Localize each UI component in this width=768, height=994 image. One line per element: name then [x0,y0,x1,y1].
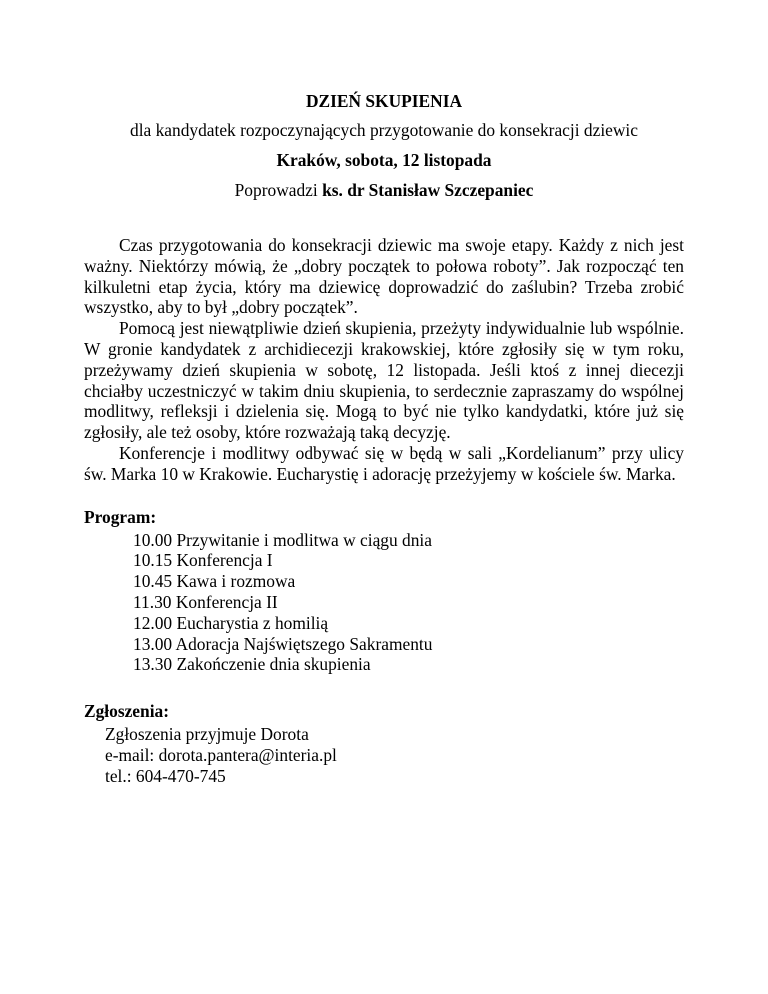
paragraph-1: Czas przygotowania do konsekracji dziewic ma swoje etapy. Każdy z nich jest ważny. Niektórzy mówią, że „dobry początek to połowa roboty”. Jak rozpocząć ten kilkuletni etap życia, który ma dziewicę doprowadzić do zaślubin? Trzeba zrobić wszystko, aby to był „dobry początek”. [84,235,684,318]
leader-prefix: Poprowadzi [234,180,323,200]
program-item: 13.00 Adoracja Najświętszego Sakramentu [133,633,433,654]
contact-heading: Zgłoszenia: [84,701,170,722]
program-item: 12.00 Eucharystia z homilią [133,612,329,633]
program-item: 13.30 Zakończenie dnia skupienia [133,654,371,675]
program-heading: Program: [84,506,157,527]
program-item: 10.45 Kawa i rozmowa [133,571,296,592]
program-item: 10.00 Przywitanie i modlitwa w ciągu dnia [133,529,432,550]
document-title: DZIEŃ SKUPIENIA [305,91,463,111]
program-list [84,530,684,676]
program-section [84,507,684,676]
paragraph-2: Pomocą jest niewątpliwie dzień skupienia, przeżyty indywidualnie lub wspólnie. W gronie kandydatek z archidiecezji krakowskiej, które zgłosiły się w tym roku, przeżywamy dzień skupienia w sobotę, 12 listopada. Jeśli ktoś z innej diecezji chciałby uczestniczyć w takim dniu skupienia, to serdecznie zapraszamy do wspólnej modlitwy, refleksji i dzielenia się. Mogą to być nie tylko kandydatki, które już się zgłosiły, ale też osoby, które rozważają taką decyzję. [84,318,684,443]
contact-person: Zgłoszenia przyjmuje Dorota [105,724,309,745]
contact-lines [84,724,684,787]
program-item: 10.15 Konferencja I [133,550,273,571]
contact-section [84,701,684,787]
contact-phone: tel.: 604-470-745 [105,766,226,787]
program-item: 11.30 Konferencja II [133,591,278,612]
contact-email: e-mail: dorota.pantera@interia.pl [105,745,337,766]
document-subtitle: dla kandydatek rozpoczynających przygotowanie do konsekracji dziewic [130,120,638,140]
leader-name: ks. dr Stanisław Szczepaniec [322,180,534,200]
leader-line [84,180,684,211]
place-and-date: Kraków, sobota, 12 listopada [276,150,492,170]
paragraph-3: Konferencje i modlitwy odbywać się w będą w sali „Kordelianum” przy ulicy św. Marka 10 w Krakowie. Eucharystię i adorację przeżyjemy w kościele św. Marka. [84,442,684,484]
body-text [84,235,684,485]
